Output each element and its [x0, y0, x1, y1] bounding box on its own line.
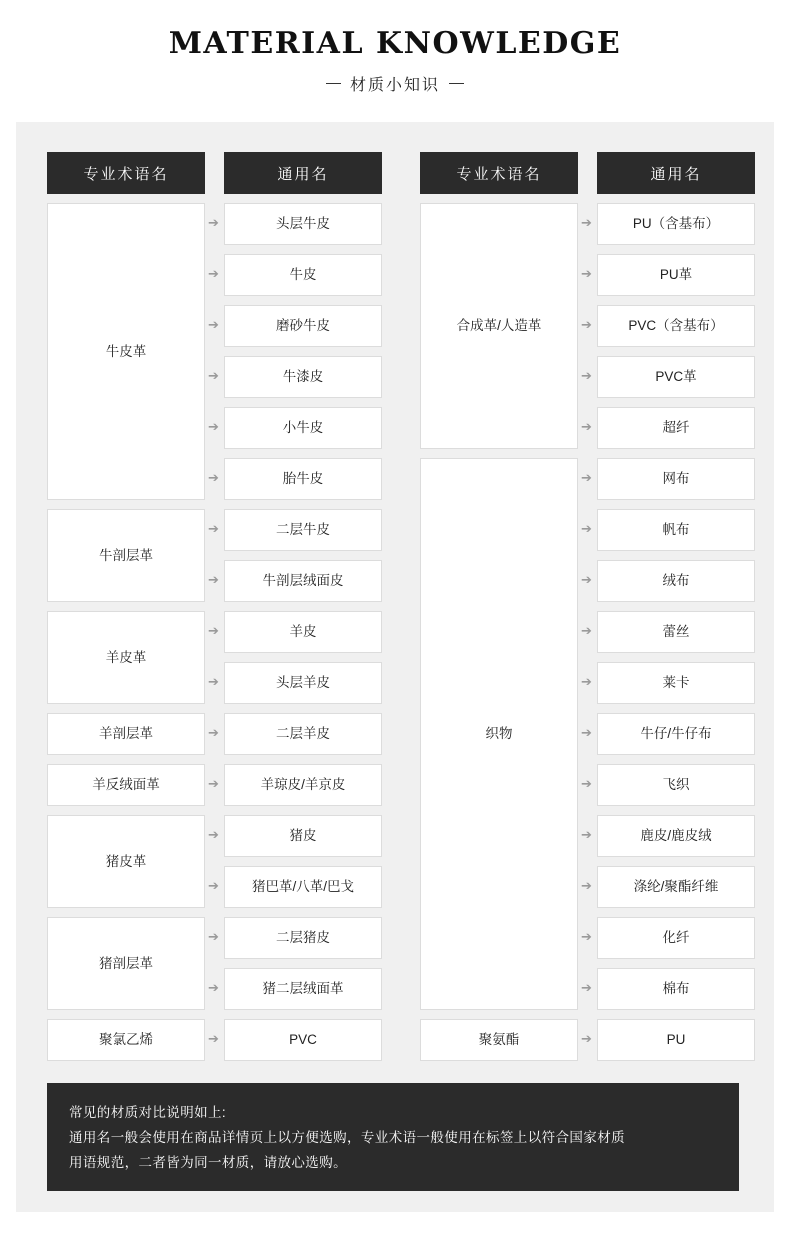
- term-name-cell: 猪剖层革: [47, 917, 205, 1010]
- common-name-cell: 牛漆皮: [224, 356, 382, 398]
- term-name-cell: 羊剖层革: [47, 713, 205, 755]
- arrow-icon: ➔: [208, 1032, 219, 1047]
- term-name-cell: 羊皮革: [47, 611, 205, 704]
- common-name-cell: 帆布: [597, 509, 755, 551]
- page-subtitle: [0, 72, 790, 95]
- common-name-cell: 飞织: [597, 764, 755, 806]
- term-name-cell: 牛皮革: [47, 203, 205, 500]
- common-name-cell: PVC（含基布）: [597, 305, 755, 347]
- common-name-cell: 猪巴革/八革/巴戈: [224, 866, 382, 908]
- left-common-header: 通用名: [224, 152, 382, 194]
- common-name-cell: PU（含基布）: [597, 203, 755, 245]
- common-name-cell: 莱卡: [597, 662, 755, 704]
- arrow-icon: ➔: [581, 573, 592, 588]
- arrow-icon: ➔: [581, 930, 592, 945]
- arrow-icon: ➔: [208, 624, 219, 639]
- common-name-cell: 二层羊皮: [224, 713, 382, 755]
- common-name-cell: 二层猪皮: [224, 917, 382, 959]
- common-name-cell: PVC: [224, 1019, 382, 1061]
- common-name-cell: PU: [597, 1019, 755, 1061]
- common-name-cell: 化纤: [597, 917, 755, 959]
- arrow-icon: ➔: [581, 828, 592, 843]
- arrow-icon: ➔: [208, 522, 219, 537]
- common-name-cell: 猪皮: [224, 815, 382, 857]
- arrow-icon: ➔: [208, 828, 219, 843]
- common-name-cell: PU革: [597, 254, 755, 296]
- common-name-cell: 二层牛皮: [224, 509, 382, 551]
- common-name-cell: 网布: [597, 458, 755, 500]
- common-name-cell: 牛仔/牛仔布: [597, 713, 755, 755]
- arrow-icon: ➔: [581, 420, 592, 435]
- arrow-icon: ➔: [581, 879, 592, 894]
- footer-note-line-1: 常见的材质对比说明如上:: [69, 1105, 227, 1120]
- arrow-icon: ➔: [581, 981, 592, 996]
- term-name-cell: 羊反绒面革: [47, 764, 205, 806]
- term-name-cell: 聚氯乙烯: [47, 1019, 205, 1061]
- common-name-cell: 牛皮: [224, 254, 382, 296]
- right-common-header: 通用名: [597, 152, 755, 194]
- arrow-icon: ➔: [581, 267, 592, 282]
- right-table: [420, 152, 774, 1070]
- arrow-icon: ➔: [581, 471, 592, 486]
- common-name-cell: 绒布: [597, 560, 755, 602]
- common-name-cell: 棉布: [597, 968, 755, 1010]
- common-name-cell: 羊琼皮/羊京皮: [224, 764, 382, 806]
- term-name-cell: 猪皮革: [47, 815, 205, 908]
- arrow-icon: ➔: [581, 216, 592, 231]
- arrow-icon: ➔: [208, 216, 219, 231]
- right-common-column: [597, 152, 755, 1070]
- dash-right-icon: [449, 83, 464, 84]
- common-name-cell: 头层牛皮: [224, 203, 382, 245]
- arrow-icon: ➔: [581, 624, 592, 639]
- arrow-icon: ➔: [208, 726, 219, 741]
- left-table: [47, 152, 401, 1070]
- right-term-header: 专业术语名: [420, 152, 578, 194]
- common-name-cell: 牛剖层绒面皮: [224, 560, 382, 602]
- arrow-icon: ➔: [581, 522, 592, 537]
- term-name-cell: 合成革/人造革: [420, 203, 578, 449]
- arrow-icon: ➔: [208, 573, 219, 588]
- arrow-icon: ➔: [581, 1032, 592, 1047]
- common-name-cell: 蕾丝: [597, 611, 755, 653]
- common-name-cell: 猪二层绒面革: [224, 968, 382, 1010]
- material-tables: [47, 152, 739, 1070]
- page-title: MATERIAL KNOWLEDGE: [168, 26, 622, 61]
- arrow-icon: ➔: [208, 981, 219, 996]
- term-name-cell: 牛剖层革: [47, 509, 205, 602]
- left-term-header: 专业术语名: [47, 152, 205, 194]
- common-name-cell: 磨砂牛皮: [224, 305, 382, 347]
- arrow-icon: ➔: [581, 777, 592, 792]
- footer-note-line-2: 通用名一般会使用在商品详情页上以方便选购，专业术语一般使用在标签上以符合国家材质: [69, 1129, 625, 1145]
- arrow-icon: ➔: [581, 318, 592, 333]
- arrow-icon: ➔: [208, 267, 219, 282]
- common-name-cell: 羊皮: [224, 611, 382, 653]
- term-name-cell: 聚氨酯: [420, 1019, 578, 1061]
- page-subtitle-text: 材质小知识: [349, 77, 440, 94]
- dash-left-icon: [326, 83, 341, 84]
- common-name-cell: 涤纶/聚酯纤维: [597, 866, 755, 908]
- common-name-cell: 鹿皮/鹿皮绒: [597, 815, 755, 857]
- right-term-column: [420, 152, 578, 1070]
- page-header: [0, 0, 790, 95]
- arrow-icon: ➔: [208, 369, 219, 384]
- common-name-cell: 头层羊皮: [224, 662, 382, 704]
- term-name-cell: 织物: [420, 458, 578, 1010]
- common-name-cell: 小牛皮: [224, 407, 382, 449]
- arrow-icon: ➔: [208, 777, 219, 792]
- footer-note: [47, 1083, 739, 1191]
- arrow-icon: ➔: [581, 369, 592, 384]
- arrow-icon: ➔: [581, 675, 592, 690]
- common-name-cell: 胎牛皮: [224, 458, 382, 500]
- left-term-column: [47, 152, 205, 1070]
- left-common-column: [224, 152, 382, 1070]
- arrow-icon: ➔: [208, 471, 219, 486]
- common-name-cell: PVC革: [597, 356, 755, 398]
- arrow-icon: ➔: [208, 879, 219, 894]
- arrow-icon: ➔: [208, 675, 219, 690]
- arrow-icon: ➔: [208, 318, 219, 333]
- footer-note-line-3: 用语规范，二者皆为同一材质，请放心选购。: [69, 1154, 347, 1170]
- arrow-icon: ➔: [581, 726, 592, 741]
- arrow-icon: ➔: [208, 930, 219, 945]
- common-name-cell: 超纤: [597, 407, 755, 449]
- arrow-icon: ➔: [208, 420, 219, 435]
